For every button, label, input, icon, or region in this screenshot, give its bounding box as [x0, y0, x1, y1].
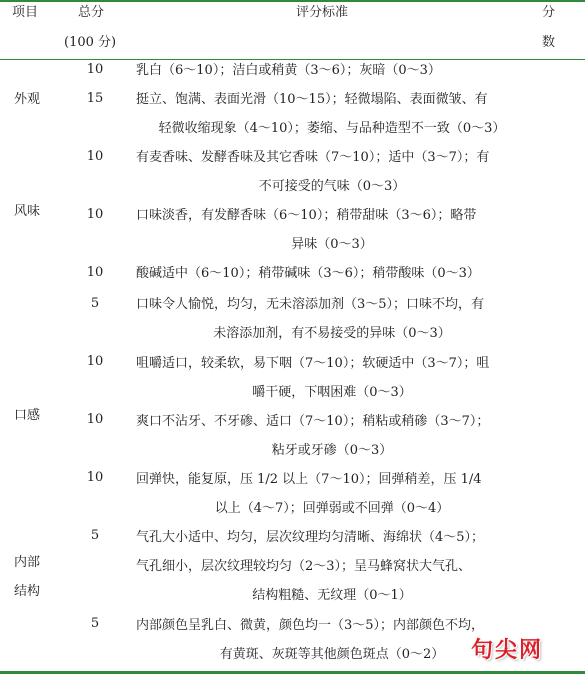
row-score: 10	[86, 354, 104, 369]
criteria-line: 口味令人愉悦，均匀，无未溶添加剂（3～5）；口味不均，有	[136, 297, 485, 312]
header-total: 总分	[78, 5, 105, 20]
row-criteria	[136, 349, 528, 407]
header-total-sub: (100 分)	[64, 35, 117, 50]
criteria-line: 气孔大小适中、均匀，层次纹理均匀清晰、海绵状（4～5）；	[136, 530, 485, 545]
criteria-line: 以上（4～7）；回弹弱或不回弹（0～4）	[214, 501, 450, 516]
row-score: 10	[86, 149, 104, 164]
criteria-line: 口味淡香，有发酵香味（6～10）；稍带甜味（3～6）；略带	[136, 208, 477, 223]
criteria-line: 咀嚼适口，较柔软，易下咽（7～10）；软硬适中（3～7）；咀	[136, 356, 490, 371]
criteria-line: 内部颜色呈乳白、微黄，颜色均一（3～5）；内部颜色不均，	[136, 618, 485, 633]
row-score: 5	[90, 616, 100, 631]
category-texture: 口感	[14, 408, 41, 423]
row-criteria	[136, 143, 528, 201]
header-score-col-1: 分	[542, 5, 556, 20]
row-score: 5	[90, 296, 100, 311]
row-score: 10	[86, 412, 104, 427]
criteria-line: 有黄斑、灰斑等其他颜色斑点（0～2）	[219, 647, 445, 662]
criteria-line: 粘牙或牙碜（0～3）	[271, 443, 393, 458]
criteria-line: 轻微收缩现象（4～10）；萎缩、与品种造型不一致（0～3）	[158, 121, 506, 136]
category-structure-2: 结构	[14, 584, 41, 599]
row-criteria	[136, 201, 528, 259]
criteria-line: 未溶添加剂，有不易接受的异味（0～3）	[213, 326, 451, 341]
header-standard: 评分标准	[296, 5, 349, 20]
criteria-line: 有麦香味、发酵香味及其它香味（7～10）；适中（3～7）；有	[136, 150, 490, 165]
criteria-line: 回弹快，能复原，压 1/2 以上（7～10）；回弹稍差，压 1/4	[136, 472, 482, 487]
row-criteria	[136, 523, 528, 610]
header-score-col-2: 数	[542, 35, 556, 50]
header-item: 项目	[12, 5, 39, 20]
row-score: 10	[86, 265, 104, 280]
criteria-line: 结构粗糙、无纹理（0～1）	[252, 588, 412, 603]
criteria-line: 嚼干硬，下咽困难（0～3）	[252, 385, 412, 400]
row-score: 5	[90, 528, 100, 543]
criteria-line: 不可接受的气味（0～3）	[258, 179, 406, 194]
category-appearance: 外观	[14, 92, 41, 107]
site-watermark-logo: 句尖网	[470, 638, 543, 663]
row-criteria	[136, 56, 528, 85]
row-criteria	[136, 407, 528, 465]
row-score: 10	[86, 207, 104, 222]
row-score: 15	[86, 91, 104, 106]
criteria-line: 爽口不沾牙、不牙碜、适口（7～10）；稍粘或稍碜（3～7）；	[136, 414, 490, 429]
row-criteria	[136, 290, 528, 348]
criteria-line: 异味（0～3）	[291, 237, 373, 252]
row-score: 10	[86, 470, 104, 485]
category-structure-1: 内部	[14, 555, 41, 570]
criteria-line: 挺立、饱满、表面光滑（10～15）；轻微塌陷、表面微皱、有	[136, 92, 488, 107]
row-criteria	[136, 259, 528, 288]
criteria-line: 酸碱适中（6～10）；稍带碱味（3～6）；稍带酸味（0～3）	[136, 266, 480, 281]
row-criteria	[136, 465, 528, 523]
row-criteria	[136, 85, 528, 143]
row-score: 10	[86, 62, 104, 77]
row-criteria	[136, 611, 528, 669]
criteria-line: 乳白（6～10）；洁白或稍黄（3～6）；灰暗（0～3）	[136, 63, 441, 78]
criteria-line: 气孔细小，层次纹理较均匀（2～3）；呈马蜂窝状大气孔、	[136, 559, 472, 574]
category-flavor: 风味	[14, 204, 41, 219]
